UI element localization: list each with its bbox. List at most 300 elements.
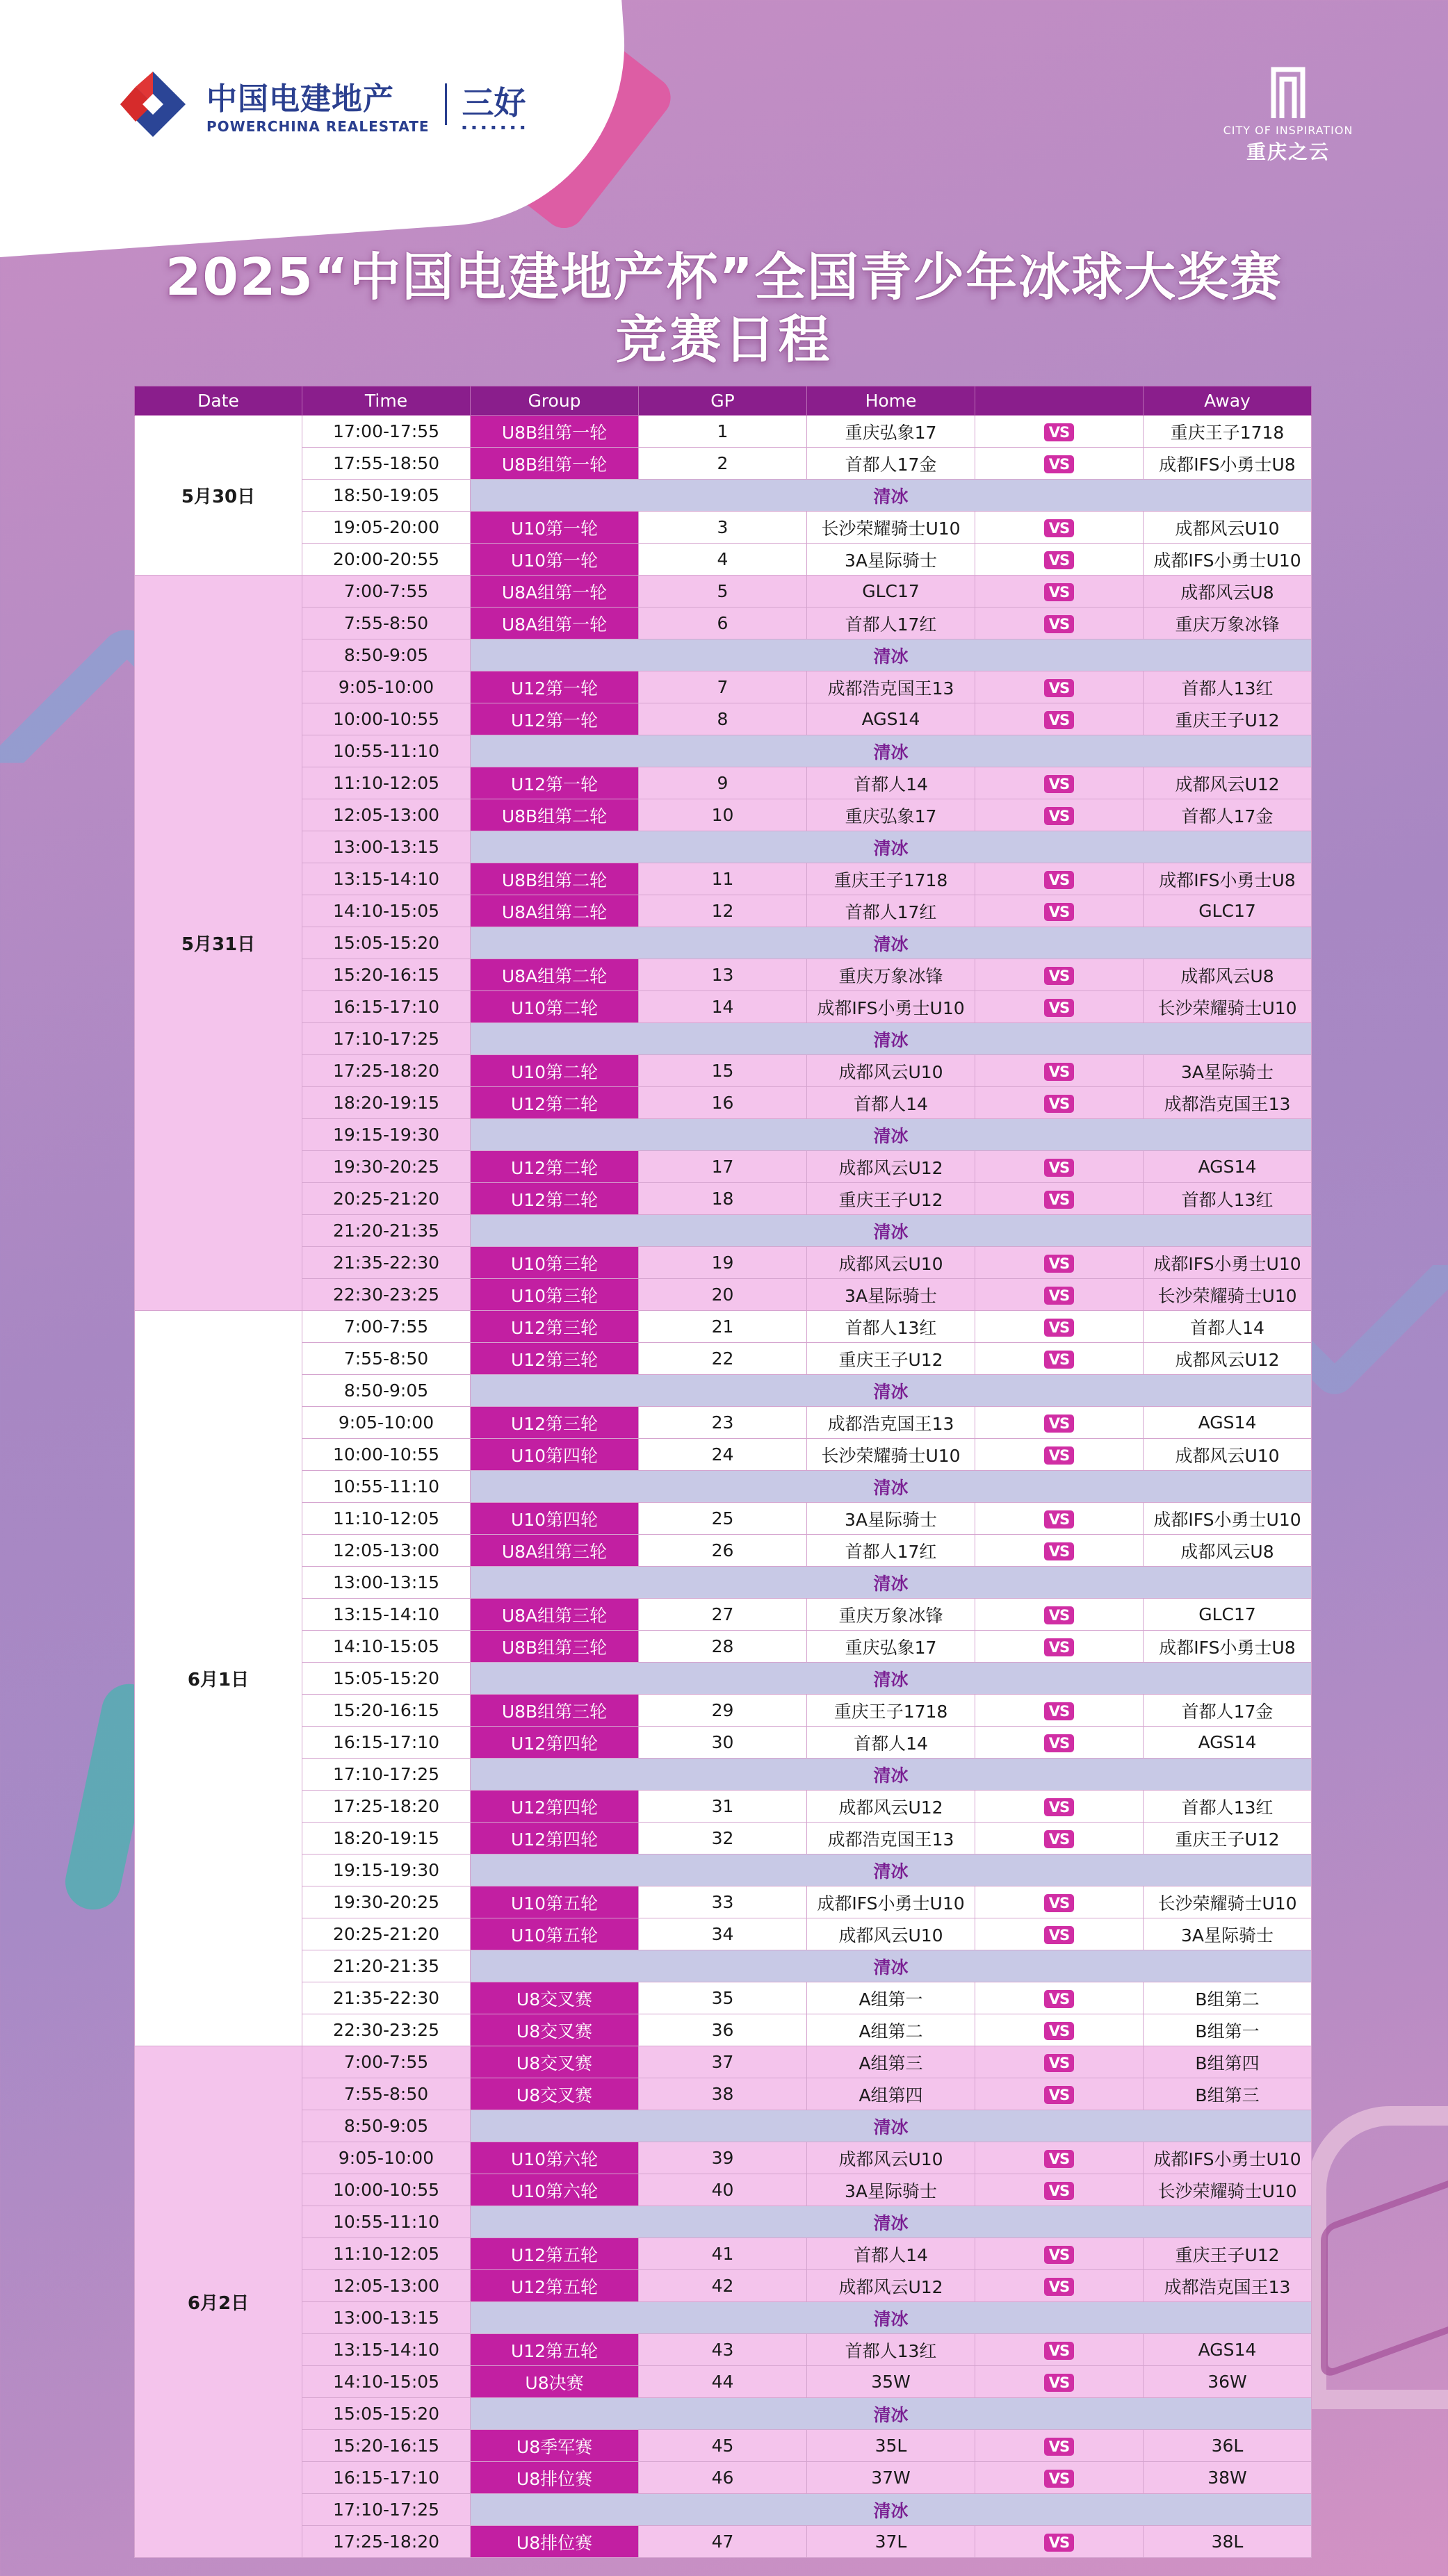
- vs-cell: [975, 2462, 1144, 2494]
- group-cell: U12第二轮: [471, 1087, 639, 1119]
- time-cell: 10:00-10:55: [302, 2174, 471, 2206]
- vs-badge: VS: [1044, 871, 1074, 889]
- gp-cell: 12: [639, 895, 807, 927]
- table-row: [135, 959, 1312, 991]
- vs-badge: VS: [1044, 1990, 1074, 2008]
- vs-cell: [975, 959, 1144, 991]
- group-cell: U8季军赛: [471, 2430, 639, 2462]
- vs-cell: [975, 863, 1144, 895]
- away-team-cell: 成都IFS小勇士U10: [1144, 1247, 1312, 1279]
- time-cell: 20:00-20:55: [302, 544, 471, 576]
- ice-clean-row: [135, 2110, 1312, 2142]
- table-row: [135, 799, 1312, 831]
- time-cell: 19:05-20:00: [302, 512, 471, 544]
- ice-clean-row: [135, 1854, 1312, 1886]
- ice-clean-cell: 清冰: [471, 2494, 1312, 2526]
- ice-clean-row: [135, 1375, 1312, 1407]
- away-team-cell: AGS14: [1144, 1727, 1312, 1759]
- time-cell: 12:05-13:00: [302, 2270, 471, 2302]
- group-cell: U12第二轮: [471, 1183, 639, 1215]
- group-cell: U8B组第二轮: [471, 799, 639, 831]
- ice-clean-row: [135, 2494, 1312, 2526]
- home-team-cell: 首都人17红: [807, 895, 975, 927]
- time-cell: 12:05-13:00: [302, 1535, 471, 1567]
- vs-cell: [975, 576, 1144, 608]
- vs-badge: VS: [1044, 1510, 1074, 1529]
- group-cell: U10第一轮: [471, 544, 639, 576]
- time-cell: 8:50-9:05: [302, 1375, 471, 1407]
- away-team-cell: GLC17: [1144, 895, 1312, 927]
- group-cell: U10第二轮: [471, 991, 639, 1023]
- away-team-cell: AGS14: [1144, 1151, 1312, 1183]
- vs-cell: [975, 1343, 1144, 1375]
- time-cell: 14:10-15:05: [302, 2366, 471, 2398]
- powerchina-logo: [115, 66, 526, 142]
- time-cell: 22:30-23:25: [302, 2014, 471, 2046]
- vs-cell: [975, 1311, 1144, 1343]
- time-cell: 13:00-13:15: [302, 1567, 471, 1599]
- vs-badge: VS: [1044, 1638, 1074, 1656]
- vs-badge: VS: [1044, 1287, 1074, 1305]
- time-cell: 19:30-20:25: [302, 1151, 471, 1183]
- gp-cell: 1: [639, 416, 807, 448]
- vs-cell: [975, 991, 1144, 1023]
- home-team-cell: 35L: [807, 2430, 975, 2462]
- gp-cell: 35: [639, 1982, 807, 2014]
- vs-cell: [975, 1055, 1144, 1087]
- time-cell: 19:30-20:25: [302, 1886, 471, 1918]
- home-team-cell: 重庆万象冰锋: [807, 1599, 975, 1631]
- home-team-cell: 重庆王子1718: [807, 863, 975, 895]
- table-row: [135, 1886, 1312, 1918]
- page-title: 2025“中国电建地产杯”全国青少年冰球大奖赛: [165, 247, 1283, 307]
- away-team-cell: 首都人17金: [1144, 799, 1312, 831]
- vs-cell: [975, 448, 1144, 480]
- away-team-cell: 成都浩克国王13: [1144, 2270, 1312, 2302]
- gp-cell: 8: [639, 703, 807, 735]
- gp-cell: 38: [639, 2078, 807, 2110]
- time-cell: 9:05-10:00: [302, 671, 471, 703]
- gp-cell: 25: [639, 1503, 807, 1535]
- ice-clean-cell: 清冰: [471, 735, 1312, 767]
- city-logo-cn: 重庆之云: [1246, 140, 1330, 163]
- time-cell: 17:25-18:20: [302, 1791, 471, 1823]
- vs-cell: [975, 2270, 1144, 2302]
- vs-cell: [975, 1407, 1144, 1439]
- vs-cell: [975, 1982, 1144, 2014]
- home-team-cell: 成都风云U10: [807, 1055, 975, 1087]
- group-cell: U12第二轮: [471, 1151, 639, 1183]
- vs-badge: VS: [1044, 903, 1074, 921]
- gp-cell: 36: [639, 2014, 807, 2046]
- away-team-cell: B组第四: [1144, 2046, 1312, 2078]
- gp-cell: 32: [639, 1823, 807, 1854]
- header-home: Home: [807, 386, 975, 416]
- ice-clean-row: [135, 1023, 1312, 1055]
- ice-clean-row: [135, 1950, 1312, 1982]
- table-row: [135, 1982, 1312, 2014]
- vs-cell: [975, 1087, 1144, 1119]
- gp-cell: 15: [639, 1055, 807, 1087]
- vs-badge: VS: [1044, 2182, 1074, 2200]
- group-cell: U8A组第二轮: [471, 895, 639, 927]
- ice-clean-row: [135, 1215, 1312, 1247]
- away-team-cell: 重庆王子1718: [1144, 416, 1312, 448]
- gp-cell: 43: [639, 2334, 807, 2366]
- ice-clean-cell: 清冰: [471, 831, 1312, 863]
- group-cell: U12第一轮: [471, 767, 639, 799]
- table-row: [135, 2078, 1312, 2110]
- home-team-cell: 成都风云U10: [807, 1247, 975, 1279]
- away-team-cell: 成都风云U8: [1144, 576, 1312, 608]
- vs-cell: [975, 1183, 1144, 1215]
- vs-cell: [975, 1151, 1144, 1183]
- home-team-cell: 成都风云U12: [807, 1791, 975, 1823]
- group-cell: U8B组第一轮: [471, 448, 639, 480]
- vs-cell: [975, 1279, 1144, 1311]
- vs-badge: VS: [1044, 1351, 1074, 1369]
- vs-badge: VS: [1044, 967, 1074, 985]
- home-team-cell: A组第三: [807, 2046, 975, 2078]
- vs-badge: VS: [1044, 583, 1074, 601]
- ice-clean-cell: 清冰: [471, 2110, 1312, 2142]
- group-cell: U8B组第一轮: [471, 416, 639, 448]
- gp-cell: 22: [639, 1343, 807, 1375]
- home-team-cell: 重庆王子U12: [807, 1183, 975, 1215]
- table-row: [135, 1311, 1312, 1343]
- table-row: [135, 2366, 1312, 2398]
- ice-clean-cell: 清冰: [471, 1471, 1312, 1503]
- time-cell: 7:00-7:55: [302, 1311, 471, 1343]
- time-cell: 17:00-17:55: [302, 416, 471, 448]
- group-cell: U8A组第三轮: [471, 1599, 639, 1631]
- gp-cell: 18: [639, 1183, 807, 1215]
- vs-badge: VS: [1044, 2150, 1074, 2168]
- ice-clean-row: [135, 735, 1312, 767]
- time-cell: 10:55-11:10: [302, 1471, 471, 1503]
- vs-cell: [975, 1695, 1144, 1727]
- table-row: [135, 895, 1312, 927]
- ice-clean-cell: 清冰: [471, 1567, 1312, 1599]
- vs-cell: [975, 703, 1144, 735]
- away-team-cell: 首都人14: [1144, 1311, 1312, 1343]
- home-team-cell: 成都浩克国王13: [807, 671, 975, 703]
- vs-cell: [975, 895, 1144, 927]
- vs-badge: VS: [1044, 2374, 1074, 2392]
- gp-cell: 47: [639, 2526, 807, 2558]
- group-cell: U8排位赛: [471, 2526, 639, 2558]
- vs-cell: [975, 2174, 1144, 2206]
- away-team-cell: 重庆万象冰锋: [1144, 608, 1312, 639]
- home-team-cell: 首都人17红: [807, 608, 975, 639]
- home-team-cell: 重庆王子U12: [807, 1343, 975, 1375]
- time-cell: 10:00-10:55: [302, 703, 471, 735]
- vs-badge: VS: [1044, 1734, 1074, 1752]
- away-team-cell: 长沙荣耀骑士U10: [1144, 991, 1312, 1023]
- group-cell: U10第五轮: [471, 1918, 639, 1950]
- home-team-cell: 成都风云U10: [807, 2142, 975, 2174]
- away-team-cell: 成都IFS小勇士U8: [1144, 448, 1312, 480]
- home-team-cell: 长沙荣耀骑士U10: [807, 1439, 975, 1471]
- table-row: [135, 1055, 1312, 1087]
- time-cell: 20:25-21:20: [302, 1183, 471, 1215]
- vs-badge: VS: [1044, 679, 1074, 697]
- home-team-cell: 重庆弘象17: [807, 1631, 975, 1663]
- time-cell: 22:30-23:25: [302, 1279, 471, 1311]
- ice-clean-row: [135, 1119, 1312, 1151]
- time-cell: 8:50-9:05: [302, 2110, 471, 2142]
- group-cell: U10第六轮: [471, 2142, 639, 2174]
- away-team-cell: 首都人13红: [1144, 1791, 1312, 1823]
- ice-clean-cell: 清冰: [471, 1759, 1312, 1791]
- gp-cell: 45: [639, 2430, 807, 2462]
- away-team-cell: 成都IFS小勇士U8: [1144, 863, 1312, 895]
- vs-badge: VS: [1044, 711, 1074, 729]
- gp-cell: 2: [639, 448, 807, 480]
- home-team-cell: GLC17: [807, 576, 975, 608]
- ice-clean-cell: 清冰: [471, 1375, 1312, 1407]
- table-row: [135, 2462, 1312, 2494]
- away-team-cell: 长沙荣耀骑士U10: [1144, 2174, 1312, 2206]
- home-team-cell: 成都风云U12: [807, 2270, 975, 2302]
- group-cell: U8A组第二轮: [471, 959, 639, 991]
- group-cell: U12第五轮: [471, 2238, 639, 2270]
- date-cell: 6月2日: [135, 2046, 302, 2558]
- time-cell: 12:05-13:00: [302, 799, 471, 831]
- vs-cell: [975, 2142, 1144, 2174]
- away-team-cell: 3A星际骑士: [1144, 1055, 1312, 1087]
- time-cell: 21:20-21:35: [302, 1950, 471, 1982]
- time-cell: 16:15-17:10: [302, 991, 471, 1023]
- gp-cell: 5: [639, 576, 807, 608]
- gp-cell: 40: [639, 2174, 807, 2206]
- sanhao-logo-text: 三好: [462, 83, 526, 122]
- gp-cell: 9: [639, 767, 807, 799]
- vs-badge: VS: [1044, 1063, 1074, 1081]
- vs-badge: VS: [1044, 1159, 1074, 1177]
- group-cell: U10第六轮: [471, 2174, 639, 2206]
- gp-cell: 34: [639, 1918, 807, 1950]
- ice-clean-row: [135, 927, 1312, 959]
- vs-cell: [975, 2366, 1144, 2398]
- gp-cell: 30: [639, 1727, 807, 1759]
- table-row: [135, 544, 1312, 576]
- vs-cell: [975, 1918, 1144, 1950]
- away-team-cell: 重庆王子U12: [1144, 2238, 1312, 2270]
- table-row: [135, 2526, 1312, 2558]
- vs-badge: VS: [1044, 2246, 1074, 2264]
- away-team-cell: 38L: [1144, 2526, 1312, 2558]
- time-cell: 15:20-16:15: [302, 2430, 471, 2462]
- vs-cell: [975, 2014, 1144, 2046]
- group-cell: U8B组第三轮: [471, 1631, 639, 1663]
- group-cell: U8交叉赛: [471, 2014, 639, 2046]
- table-row: [135, 1247, 1312, 1279]
- vs-badge: VS: [1044, 2342, 1074, 2360]
- gp-cell: 6: [639, 608, 807, 639]
- away-team-cell: 36W: [1144, 2366, 1312, 2398]
- gp-cell: 4: [639, 544, 807, 576]
- ice-clean-row: [135, 639, 1312, 671]
- away-team-cell: 成都IFS小勇士U10: [1144, 2142, 1312, 2174]
- time-cell: 16:15-17:10: [302, 2462, 471, 2494]
- table-row: [135, 448, 1312, 480]
- table-row: [135, 2270, 1312, 2302]
- gp-cell: 44: [639, 2366, 807, 2398]
- group-cell: U12第三轮: [471, 1311, 639, 1343]
- table-row: [135, 1599, 1312, 1631]
- vs-badge: VS: [1044, 455, 1074, 473]
- gp-cell: 27: [639, 1599, 807, 1631]
- group-cell: U12第一轮: [471, 703, 639, 735]
- vs-badge: VS: [1044, 1926, 1074, 1944]
- vs-badge: VS: [1044, 1606, 1074, 1624]
- vs-cell: [975, 416, 1144, 448]
- gp-cell: 11: [639, 863, 807, 895]
- away-team-cell: 重庆王子U12: [1144, 1823, 1312, 1854]
- group-cell: U10第四轮: [471, 1503, 639, 1535]
- table-row: [135, 576, 1312, 608]
- vs-badge: VS: [1044, 1830, 1074, 1848]
- away-team-cell: 成都风云U8: [1144, 1535, 1312, 1567]
- time-cell: 14:10-15:05: [302, 1631, 471, 1663]
- time-cell: 21:20-21:35: [302, 1215, 471, 1247]
- ice-clean-row: [135, 1567, 1312, 1599]
- vs-badge: VS: [1044, 2534, 1074, 2552]
- group-cell: U10第一轮: [471, 512, 639, 544]
- time-cell: 19:15-19:30: [302, 1854, 471, 1886]
- home-team-cell: 37L: [807, 2526, 975, 2558]
- group-cell: U8交叉赛: [471, 1982, 639, 2014]
- ice-clean-cell: 清冰: [471, 1215, 1312, 1247]
- vs-cell: [975, 1599, 1144, 1631]
- ice-clean-row: [135, 1759, 1312, 1791]
- logo-cn-text: 中国电建地产: [206, 81, 394, 117]
- home-team-cell: 重庆王子1718: [807, 1695, 975, 1727]
- vs-cell: [975, 1247, 1144, 1279]
- vs-badge: VS: [1044, 1255, 1074, 1273]
- header-vs: [975, 386, 1144, 416]
- ice-clean-cell: 清冰: [471, 1023, 1312, 1055]
- vs-cell: [975, 767, 1144, 799]
- group-cell: U12第三轮: [471, 1407, 639, 1439]
- table-row: [135, 1087, 1312, 1119]
- ice-clean-cell: 清冰: [471, 1854, 1312, 1886]
- vs-cell: [975, 1503, 1144, 1535]
- time-cell: 15:05-15:20: [302, 1663, 471, 1695]
- vs-cell: [975, 2526, 1144, 2558]
- table-row: [135, 2430, 1312, 2462]
- time-cell: 13:15-14:10: [302, 1599, 471, 1631]
- vs-badge: VS: [1044, 807, 1074, 825]
- group-cell: U10第四轮: [471, 1439, 639, 1471]
- vs-cell: [975, 799, 1144, 831]
- logo-divider: [445, 83, 447, 125]
- home-team-cell: 长沙荣耀骑士U10: [807, 512, 975, 544]
- gp-cell: 20: [639, 1279, 807, 1311]
- away-team-cell: GLC17: [1144, 1599, 1312, 1631]
- away-team-cell: B组第三: [1144, 2078, 1312, 2110]
- vs-badge: VS: [1044, 1319, 1074, 1337]
- table-row: [135, 1407, 1312, 1439]
- header-group: Group: [471, 386, 639, 416]
- group-cell: U10第二轮: [471, 1055, 639, 1087]
- home-team-cell: 重庆弘象17: [807, 799, 975, 831]
- table-row: [135, 2014, 1312, 2046]
- time-cell: 9:05-10:00: [302, 2142, 471, 2174]
- vs-badge: VS: [1044, 999, 1074, 1017]
- vs-cell: [975, 1631, 1144, 1663]
- away-team-cell: AGS14: [1144, 1407, 1312, 1439]
- vs-cell: [975, 1727, 1144, 1759]
- vs-badge: VS: [1044, 2438, 1074, 2456]
- table-row: [135, 1439, 1312, 1471]
- time-cell: 17:55-18:50: [302, 448, 471, 480]
- table-row: [135, 1631, 1312, 1663]
- gp-cell: 19: [639, 1247, 807, 1279]
- home-team-cell: 重庆弘象17: [807, 416, 975, 448]
- group-cell: U8A组第一轮: [471, 576, 639, 608]
- ice-clean-cell: 清冰: [471, 1119, 1312, 1151]
- home-team-cell: 首都人14: [807, 767, 975, 799]
- away-team-cell: 36L: [1144, 2430, 1312, 2462]
- group-cell: U8A组第三轮: [471, 1535, 639, 1567]
- away-team-cell: 成都风云U12: [1144, 1343, 1312, 1375]
- vs-badge: VS: [1044, 2054, 1074, 2072]
- vs-badge: VS: [1044, 2278, 1074, 2296]
- city-logo-en: CITY OF INSPIRATION: [1223, 124, 1353, 137]
- ice-clean-cell: 清冰: [471, 480, 1312, 512]
- time-cell: 11:10-12:05: [302, 1503, 471, 1535]
- time-cell: 10:00-10:55: [302, 1439, 471, 1471]
- time-cell: 19:15-19:30: [302, 1119, 471, 1151]
- away-team-cell: 3A星际骑士: [1144, 1918, 1312, 1950]
- vs-cell: [975, 1791, 1144, 1823]
- ice-clean-cell: 清冰: [471, 2302, 1312, 2334]
- powerchina-mark-icon: [115, 66, 191, 142]
- table-row: [135, 991, 1312, 1023]
- time-cell: 15:05-15:20: [302, 927, 471, 959]
- table-row: [135, 1151, 1312, 1183]
- table-row: [135, 1918, 1312, 1950]
- table-row: [135, 1343, 1312, 1375]
- gp-cell: 3: [639, 512, 807, 544]
- vs-cell: [975, 544, 1144, 576]
- table-row: [135, 2238, 1312, 2270]
- home-team-cell: 成都IFS小勇士U10: [807, 991, 975, 1023]
- time-cell: 13:00-13:15: [302, 831, 471, 863]
- away-team-cell: 成都IFS小勇士U8: [1144, 1631, 1312, 1663]
- table-row: [135, 2334, 1312, 2366]
- home-team-cell: 首都人14: [807, 2238, 975, 2270]
- vs-badge: VS: [1044, 1798, 1074, 1816]
- ice-clean-cell: 清冰: [471, 927, 1312, 959]
- gp-cell: 14: [639, 991, 807, 1023]
- vs-cell: [975, 2430, 1144, 2462]
- time-cell: 14:10-15:05: [302, 895, 471, 927]
- ice-clean-row: [135, 480, 1312, 512]
- table-row: [135, 1727, 1312, 1759]
- away-team-cell: 成都风云U12: [1144, 767, 1312, 799]
- home-team-cell: 成都风云U10: [807, 1918, 975, 1950]
- home-team-cell: 首都人14: [807, 1727, 975, 1759]
- home-team-cell: A组第四: [807, 2078, 975, 2110]
- gp-cell: 46: [639, 2462, 807, 2494]
- group-cell: U8A组第一轮: [471, 608, 639, 639]
- gp-cell: 23: [639, 1407, 807, 1439]
- time-cell: 15:05-15:20: [302, 2398, 471, 2430]
- home-team-cell: 3A星际骑士: [807, 544, 975, 576]
